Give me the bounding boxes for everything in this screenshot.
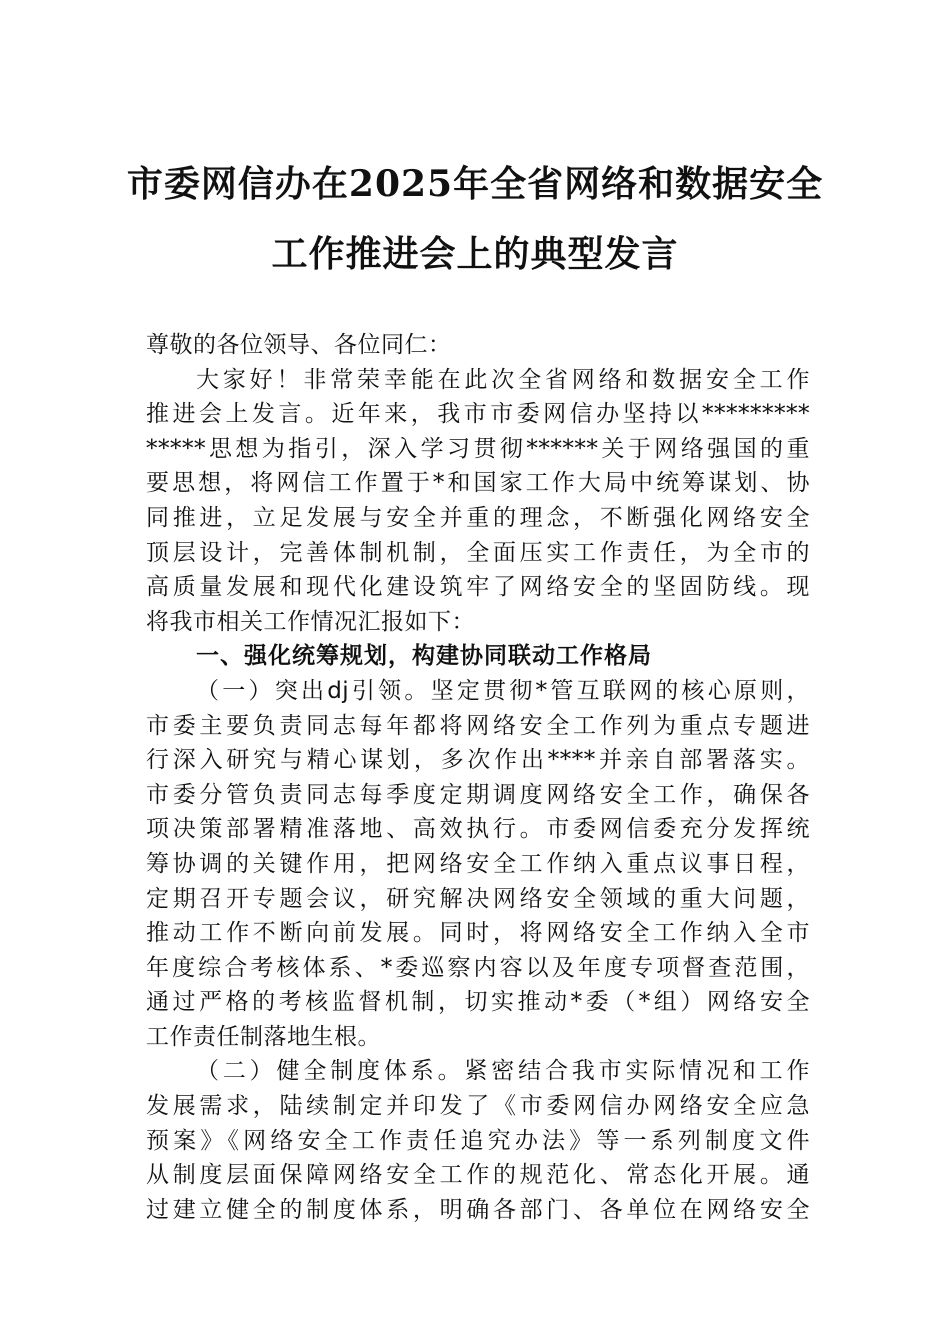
subsection-2-line: 发展需求，陆续制定并印发了《市委网信办网络安全应急 bbox=[146, 1093, 810, 1120]
subsection-1-line: 筹协调的关键作用，把网络安全工作纳入重点议事日程， bbox=[146, 850, 810, 877]
subsection-2-line: 紧密结合我市实际情况和工作 bbox=[464, 1058, 811, 1085]
subsection-1-line: 推动工作不断向前发展。同时，将网络安全工作纳入全市 bbox=[146, 920, 810, 947]
paragraph-1-line: 大家好！非常荣幸能在此次全省网络和数据安全工作 bbox=[196, 366, 810, 393]
subsection-2-line: 预案》《网络安全工作责任追究办法》等一系列制度文件 bbox=[146, 1127, 810, 1154]
subsection-2-lead: （二）健全制度体系。 bbox=[196, 1058, 465, 1085]
subsection-2-line: 过建立健全的制度体系，明确各部门、各单位在网络安全 bbox=[146, 1196, 810, 1223]
subsection-1-line: 市委主要负责同志每年都将网络安全工作列为重点专题进 bbox=[146, 712, 810, 739]
subsection-1-line: 年度综合考核体系、*委巡察内容以及年度专项督查范围， bbox=[146, 954, 810, 981]
paragraph-1-line: 推进会上发言。近年来，我市市委网信办坚持以********* bbox=[146, 401, 810, 428]
subsection-1-line: 通过严格的考核监督机制，切实推动*委（*组）网络安全 bbox=[146, 989, 810, 1016]
paragraph-1-line: 顶层设计，完善体制机制，全面压实工作责任，为全市的 bbox=[146, 539, 810, 566]
paragraph-1-line: 将我市相关工作情况汇报如下： bbox=[146, 608, 475, 635]
subsection-1-line: 项决策部署精准落地、高效执行。市委网信委充分发挥统 bbox=[146, 816, 810, 843]
subsection-1-lead: （一）突出dj引领。 bbox=[196, 677, 431, 704]
subsection-2-line: 从制度层面保障网络安全工作的规范化、常态化开展。通 bbox=[146, 1162, 810, 1189]
document-body bbox=[146, 328, 810, 1227]
document-title-line-1: 市委网信办在2025年全省网络和数据安全 bbox=[126, 163, 824, 205]
subsection-1-first-line bbox=[146, 674, 810, 709]
subsection-1-line: 定期召开专题会议，研究解决网络安全领域的重大问题， bbox=[146, 885, 810, 912]
subsection-2-first-line bbox=[146, 1054, 810, 1089]
paragraph-1-line: *****思想为指引，深入学习贯彻******关于网络强国的重 bbox=[146, 435, 810, 462]
document-title-line-2: 工作推进会上的典型发言 bbox=[271, 233, 679, 275]
paragraph-1-line: 同推进，立足发展与安全并重的理念，不断强化网络安全 bbox=[146, 504, 810, 531]
paragraph-1-line: 要思想，将网信工作置于*和国家工作大局中统筹谋划、协 bbox=[146, 470, 810, 497]
paragraph-1-line: 高质量发展和现代化建设筑牢了网络安全的坚固防线。现 bbox=[146, 574, 810, 601]
subsection-1-line: 坚定贯彻*管互联网的核心原则， bbox=[430, 677, 811, 704]
section-1-heading: 一、强化统筹规划，构建协同联动工作格局 bbox=[196, 643, 652, 670]
subsection-1-line: 工作责任制落地生根。 bbox=[146, 1023, 381, 1050]
subsection-1-line: 市委分管负责同志每季度定期调度网络安全工作，确保各 bbox=[146, 781, 810, 808]
salutation: 尊敬的各位领导、各位同仁： bbox=[146, 332, 452, 358]
subsection-1-line: 行深入研究与精心谋划，多次作出****并亲自部署落实。 bbox=[146, 747, 810, 774]
